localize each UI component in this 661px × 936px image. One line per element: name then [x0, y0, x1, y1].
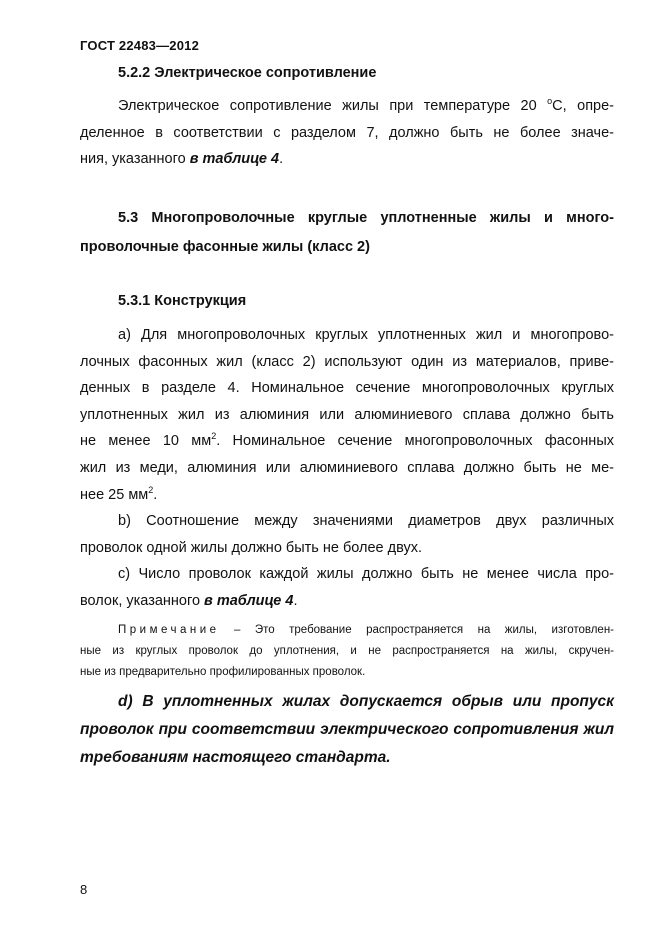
superscript: 2	[148, 484, 154, 495]
text-line: c) Число проволок каждой жилы должно быть не менее числа про-	[118, 566, 614, 583]
page-number: 8	[80, 882, 88, 897]
paragraph-5-3-1-d	[80, 688, 614, 772]
text-line: проволок одной жилы должно быть не более двух.	[80, 539, 423, 556]
text-line	[80, 93, 614, 120]
text-line	[80, 482, 614, 509]
text-run: Электрическое сопротивление жилы при температуре 20	[118, 98, 548, 114]
text-line: денных в разделе 4. Номинальное сечение многопроволочных круглых	[80, 380, 614, 397]
text-line: ные из круглых проволок до уплотнения, и не распространяется на жилы, скручен-	[80, 645, 614, 657]
text-line	[80, 588, 614, 615]
text-run: нее 25 мм	[80, 486, 149, 503]
text-line: а) Для многопроволочных круглых уплотненных жил и многопрово-	[118, 327, 614, 343]
text-line: ные из предварительно профилированных проволок.	[80, 666, 366, 678]
text-run: .	[153, 486, 158, 503]
heading-line: проволочные фасонные жилы (класс 2)	[80, 239, 370, 255]
paragraph-5-3-1-a	[80, 322, 614, 615]
text-run: ния, указанного	[80, 151, 190, 168]
text-run: – Это требование распространяется на жилы, изготовлен-	[219, 624, 614, 636]
table-reference: в таблице 4	[204, 592, 294, 609]
table-reference: в таблице 4	[189, 151, 280, 168]
text-line: уплотненных жил из алюминия или алюминиевого сплава должно быть	[80, 406, 614, 423]
section-heading-5-2-2: 5.2.2 Электрическое сопротивление	[118, 65, 377, 81]
note-block	[80, 620, 614, 683]
text-line	[80, 428, 614, 455]
text-line: b) Соотношение между значениями диаметров двух различных	[118, 513, 614, 530]
heading-line: 5.3 Многопроволочные круглые уплотненные жилы и много-	[118, 210, 614, 226]
text-run: . Номинальное сечение многопроволочных фасонных	[216, 433, 614, 450]
text-line: жил из меди, алюминия или алюминиевого сплава должно быть не ме-	[80, 459, 614, 476]
text-line	[80, 146, 614, 173]
text-line: d) В уплотненных жилах допускается обрыв или пропуск	[118, 693, 614, 710]
superscript: 2	[211, 431, 217, 442]
section-heading-5-3	[80, 205, 614, 260]
section-heading-5-3-1: 5.3.1 Конструкция	[118, 293, 247, 309]
note-label: Примечание	[118, 624, 220, 636]
text-line	[80, 620, 614, 641]
text-run: не менее 10 мм	[80, 433, 212, 450]
text-line: требованиям настоящего стандарта.	[80, 749, 391, 766]
text-run: .	[279, 151, 284, 168]
paragraph-5-2-2	[80, 93, 614, 173]
text-run: .	[293, 592, 298, 609]
text-run: С, опре-	[552, 98, 614, 114]
text-run: волок, указанного	[80, 592, 205, 609]
text-line: проволок при соответствии электрического сопротивления жил	[80, 721, 614, 738]
text-line: деленное в соответствии с разделом 7, должно быть не более значе-	[80, 124, 614, 141]
text-line: лочных фасонных жил (класс 2) используют один из материалов, приве-	[80, 353, 614, 370]
superscript: о	[547, 96, 553, 106]
document-header: ГОСТ 22483—2012	[80, 38, 199, 53]
